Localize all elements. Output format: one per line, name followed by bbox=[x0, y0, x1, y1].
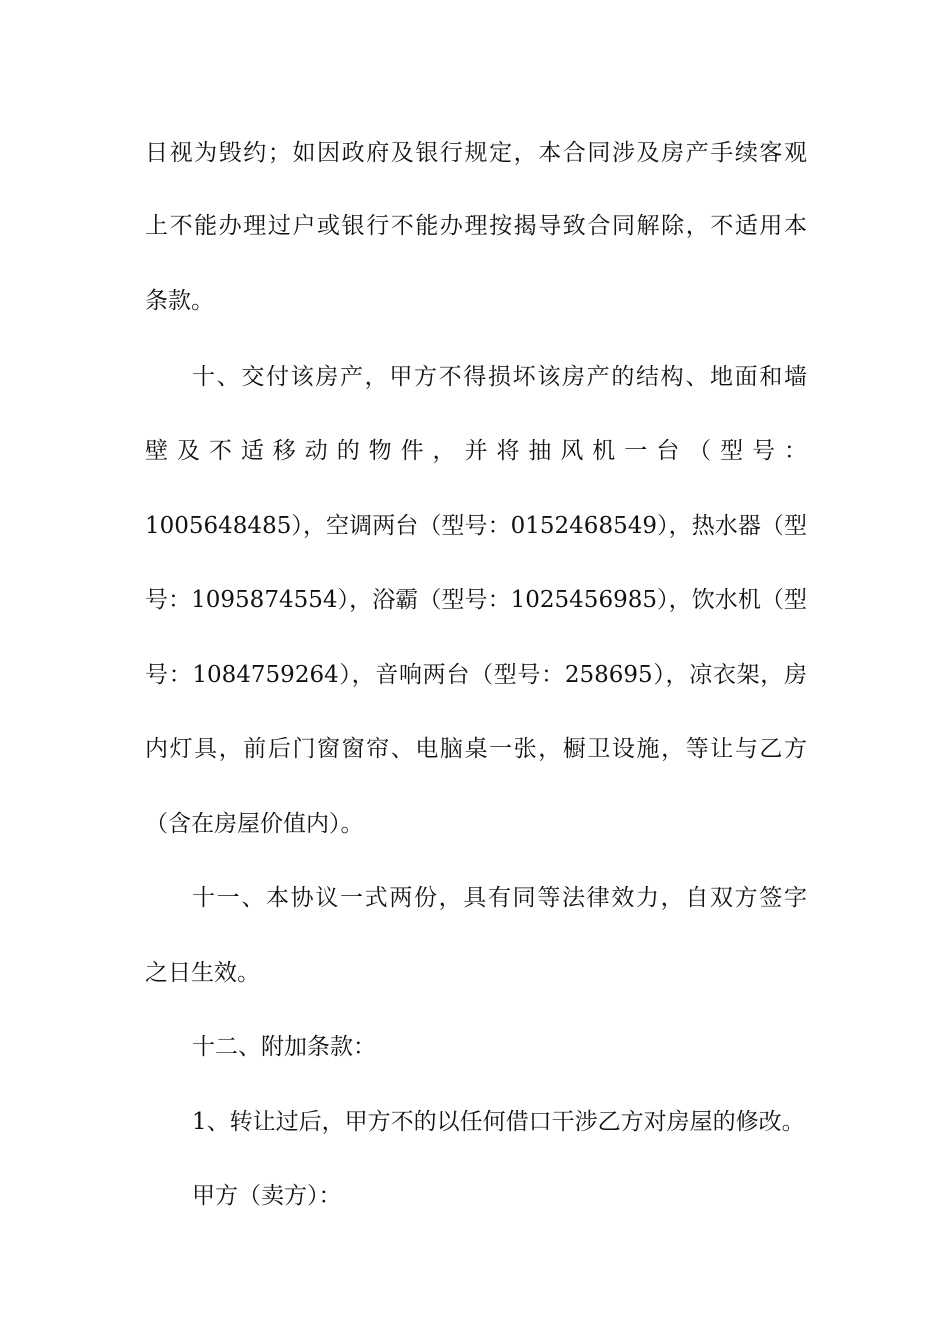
paragraph-ten-start: 十、交付该房产，甲方不得损坏该房产的结构、地面和墙 bbox=[192, 364, 807, 390]
paragraph-eleven-start: 十一、本协议一式两份，具有同等法律效力，自双方签字 bbox=[192, 885, 807, 911]
text-line: 号：1095874554），浴霸（型号：1025456985），饮水机（型 bbox=[145, 587, 807, 613]
text-line: 内灯具，前后门窗窗帘、电脑桌一张，橱卫设施，等让与乙方 bbox=[145, 736, 807, 762]
additional-clause-1: 1、转让过后，甲方不的以任何借口干涉乙方对房屋的修改。 bbox=[192, 1109, 805, 1135]
paragraph-twelve-heading: 十二、附加条款： bbox=[192, 1034, 376, 1060]
text-line: 条款。 bbox=[145, 288, 214, 314]
text-line: 号：1084759264），音响两台（型号：258695），凉衣架，房 bbox=[145, 662, 807, 688]
text-line: 1005648485），空调两台（型号：0152468549），热水器（型 bbox=[145, 513, 807, 539]
text-line: 壁及不适移动的物件，并将抽风机一台（型号： bbox=[145, 438, 807, 464]
text-line: （含在房屋价值内）。 bbox=[145, 811, 364, 837]
text-line: 之日生效。 bbox=[145, 960, 260, 986]
text-line: 上不能办理过户或银行不能办理按揭导致合同解除，不适用本 bbox=[145, 213, 807, 239]
party-a-seller-label: 甲方（卖方）： bbox=[192, 1183, 342, 1209]
text-line: 日视为毁约；如因政府及银行规定，本合同涉及房产手续客观 bbox=[145, 140, 807, 166]
